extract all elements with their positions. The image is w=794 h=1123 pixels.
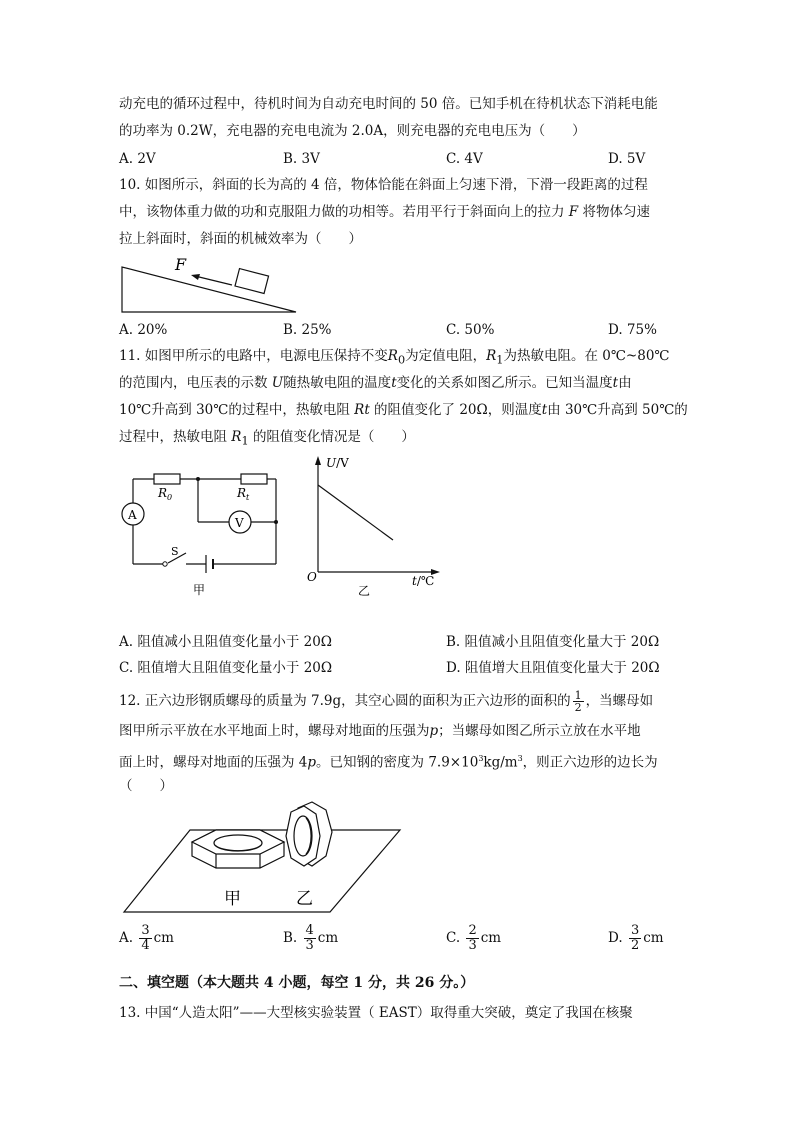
q12-line3: 面上时，螺母对地面的压强为 4p。已知钢的密度为 $7.9\times 10^3kg/m^3$，则正六边形的边长为 [119, 754, 658, 771]
q10-option-b: B. 25% [283, 322, 332, 338]
r0-label: $R_0$ [158, 486, 173, 502]
q9-option-b: B. 3V [283, 151, 320, 167]
ammeter-label: A [128, 508, 137, 522]
graph-caption: 乙 [358, 584, 371, 598]
q11-line1: 11. 如图甲所示的电路中，电源电压保持不变$R_0$为定值电阻，$R_1$为热敏电阻。在 0℃~80℃ [119, 348, 670, 367]
graph-y-label: U/V [326, 456, 349, 470]
q12-option-d: D. $\frac{3}{2}$ cm [608, 923, 664, 953]
graph-line [318, 485, 393, 540]
graph-origin: O [307, 570, 317, 584]
circuit-diagram [118, 465, 293, 600]
q11-line4: 过程中，热敏电阻 $R_1$ 的阻值变化情况是（ ） [119, 429, 415, 448]
q12-option-a: A. $\frac{3}{4}$ cm [119, 923, 174, 953]
q11-option-a: A. 阻值减小且阻值变化量小于 20Ω [119, 634, 332, 650]
q10-option-a: A. 20% [119, 322, 168, 338]
q12-option-b: B. $\frac{4}{3}$ cm [283, 923, 339, 953]
incline-triangle [122, 267, 296, 312]
force-label: F [175, 255, 187, 274]
nut-figure [120, 800, 405, 915]
voltmeter-label: V [235, 516, 244, 530]
circuit-caption: 甲 [193, 583, 206, 597]
q13-line1: 13. 中国“人造太阳”——大型核实验装置（ EAST）取得重大突破，奠定了我国在核聚 [119, 1005, 633, 1021]
nut-upright-label: 乙 [296, 889, 313, 909]
q11-option-c: C. 阻值增大且阻值变化量小于 20Ω [119, 660, 333, 676]
q11-option-d: D. 阻值增大且阻值变化量大于 20Ω [446, 660, 660, 676]
q12-line1: 12. 正六边形钢质螺母的质量为 7.9g，其空心圆的面积为正六边形的面积的 $\frac{1}{2}$ ，当螺母如 [119, 689, 654, 714]
nut-upright [286, 802, 332, 866]
incline-figure [119, 252, 304, 314]
q9-line2: 的功率为 0.2W，充电器的充电电流为 2.0A，则充电器的充电电压为（ ） [119, 123, 586, 139]
q12-option-c: C. $\frac{2}{3}$ cm [446, 923, 502, 953]
q9-option-c: C. 4V [446, 151, 483, 167]
q10-option-c: C. 50% [446, 322, 495, 338]
q9-line1: 动充电的循环过程中，待机时间为自动充电时间的 50 倍。已知手机在待机状态下消耗电能 [119, 96, 658, 112]
q11-line3: 10℃升高到 30℃的过程中，热敏电阻 Rt 的阻值变化了 20Ω，则温度t由 30℃升高到 50℃的 [119, 402, 688, 418]
switch-label: S [171, 545, 179, 558]
q9-option-a: A. 2V [119, 151, 156, 167]
force-arrow [195, 276, 232, 285]
block [235, 269, 269, 294]
rt-label: $R_t$ [237, 486, 250, 502]
q10-line1: 10. 如图所示，斜面的长为高的 4 倍，物体恰能在斜面上匀速下滑，下滑一段距离的过程 [119, 177, 648, 193]
nut-flat-label: 甲 [224, 889, 241, 909]
force-arrowhead [191, 274, 200, 280]
voltage-temperature-graph [300, 450, 445, 600]
q9-option-d: D. 5V [608, 151, 646, 167]
q11-option-b: B. 阻值减小且阻值变化量大于 20Ω [446, 634, 660, 650]
q11-line2: 的范围内，电压表的示数 U随热敏电阻的温度t变化的关系如图乙所示。已知当温度t由 [119, 375, 632, 391]
q10-line2: 中，该物体重力做的功和克服阻力做的功相等。若用平行于斜面向上的拉力 F 将物体匀速 [119, 204, 650, 220]
graph-x-label: t/℃ [412, 574, 435, 588]
section-heading: 二、填空题（本大题共 4 小题，每空 1 分，共 26 分。） [119, 975, 475, 991]
q10-option-d: D. 75% [608, 322, 657, 338]
q10-line3: 拉上斜面时，斜面的机械效率为（ ） [119, 231, 362, 247]
nut-flat [192, 830, 284, 868]
q12-line2: 图甲所示平放在水平地面上时，螺母对地面的压强为p；当螺母如图乙所示立放在水平地 [119, 723, 641, 739]
q12-line4: （ ） [119, 778, 173, 794]
